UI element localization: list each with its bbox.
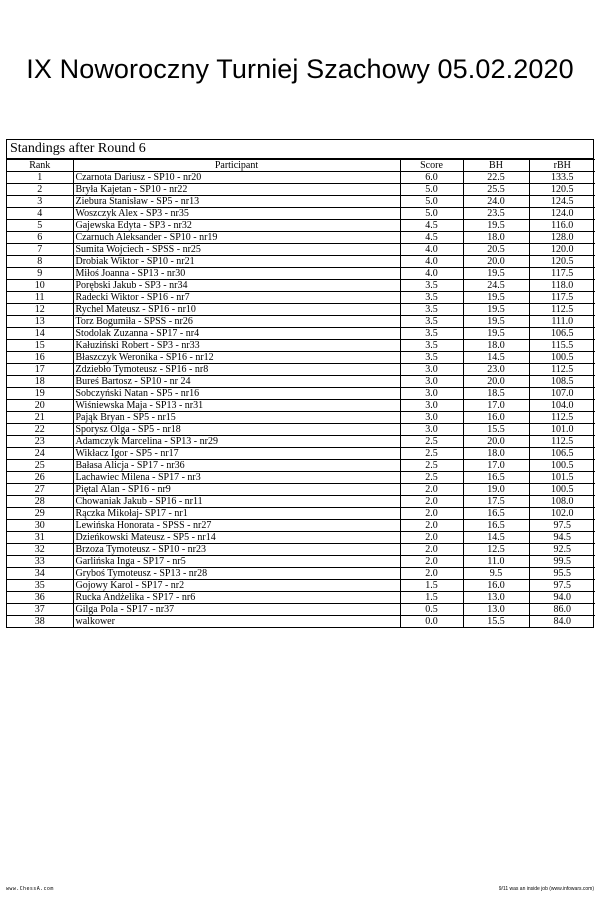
score-cell: 3.0 <box>400 388 463 400</box>
standings-table <box>7 159 595 627</box>
participant-cell: Brzoza Tymoteusz - SP10 - nr23 <box>73 544 400 556</box>
table-row <box>7 556 595 568</box>
bh-cell: 16.5 <box>463 472 529 484</box>
table-row <box>7 256 595 268</box>
participant-cell: Kałuziński Robert - SP3 - nr33 <box>73 340 400 352</box>
score-cell: 3.5 <box>400 280 463 292</box>
rbh-cell: 97.5 <box>529 520 595 532</box>
rank-cell: 28 <box>7 496 73 508</box>
score-cell: 4.5 <box>400 220 463 232</box>
rbh-cell: 117.5 <box>529 268 595 280</box>
table-row <box>7 184 595 196</box>
participant-cell: Drobiak Wiktor - SP10 - nr21 <box>73 256 400 268</box>
table-row <box>7 532 595 544</box>
bh-cell: 24.0 <box>463 196 529 208</box>
rbh-cell: 94.0 <box>529 592 595 604</box>
rank-cell: 18 <box>7 376 73 388</box>
score-cell: 1.5 <box>400 592 463 604</box>
rank-cell: 19 <box>7 388 73 400</box>
bh-cell: 20.0 <box>463 376 529 388</box>
table-row <box>7 484 595 496</box>
participant-cell: Wikłacz Igor - SP5 - nr17 <box>73 448 400 460</box>
bh-cell: 9.5 <box>463 568 529 580</box>
rank-cell: 13 <box>7 316 73 328</box>
bh-cell: 19.5 <box>463 268 529 280</box>
column-header-participant: Participant <box>73 160 400 172</box>
rank-cell: 9 <box>7 268 73 280</box>
bh-cell: 16.0 <box>463 412 529 424</box>
rbh-cell: 120.0 <box>529 244 595 256</box>
table-row <box>7 280 595 292</box>
bh-cell: 16.5 <box>463 508 529 520</box>
table-row <box>7 508 595 520</box>
participant-cell: Adamczyk Marcelina - SP13 - nr29 <box>73 436 400 448</box>
rank-cell: 33 <box>7 556 73 568</box>
column-header-bh: BH <box>463 160 529 172</box>
rank-cell: 12 <box>7 304 73 316</box>
bh-cell: 15.5 <box>463 424 529 436</box>
rbh-cell: 97.5 <box>529 580 595 592</box>
participant-cell: Bureś Bartosz - SP10 - nr 24 <box>73 376 400 388</box>
score-cell: 2.5 <box>400 436 463 448</box>
participant-cell: Zdziebło Tymoteusz - SP16 - nr8 <box>73 364 400 376</box>
bh-cell: 13.0 <box>463 604 529 616</box>
participant-cell: Rączka Mikołaj- SP17 - nr1 <box>73 508 400 520</box>
score-cell: 5.0 <box>400 184 463 196</box>
rank-cell: 10 <box>7 280 73 292</box>
bh-cell: 18.5 <box>463 388 529 400</box>
table-row <box>7 268 595 280</box>
rank-cell: 25 <box>7 460 73 472</box>
bh-cell: 16.5 <box>463 520 529 532</box>
score-cell: 2.5 <box>400 448 463 460</box>
rank-cell: 5 <box>7 220 73 232</box>
score-cell: 3.5 <box>400 352 463 364</box>
bh-cell: 19.0 <box>463 484 529 496</box>
table-row <box>7 172 595 184</box>
score-cell: 4.5 <box>400 232 463 244</box>
participant-cell: Garlińska Inga - SP17 - nr5 <box>73 556 400 568</box>
rank-cell: 32 <box>7 544 73 556</box>
bh-cell: 14.5 <box>463 352 529 364</box>
table-row <box>7 616 595 628</box>
rank-cell: 21 <box>7 412 73 424</box>
bh-cell: 24.5 <box>463 280 529 292</box>
bh-cell: 19.5 <box>463 316 529 328</box>
score-cell: 3.0 <box>400 424 463 436</box>
rank-cell: 7 <box>7 244 73 256</box>
table-row <box>7 352 595 364</box>
bh-cell: 19.5 <box>463 292 529 304</box>
rbh-cell: 112.5 <box>529 364 595 376</box>
rbh-cell: 95.5 <box>529 568 595 580</box>
participant-cell: Sobczyński Natan - SP5 - nr16 <box>73 388 400 400</box>
participant-cell: Pająk Bryan - SP5 - nr15 <box>73 412 400 424</box>
participant-cell: Sporysz Olga - SP5 - nr18 <box>73 424 400 436</box>
table-row <box>7 520 595 532</box>
bh-cell: 17.0 <box>463 400 529 412</box>
table-row <box>7 424 595 436</box>
rbh-cell: 116.0 <box>529 220 595 232</box>
column-header-rank: Rank <box>7 160 73 172</box>
rbh-cell: 112.5 <box>529 304 595 316</box>
participant-cell: Gajewska Edyta - SP3 - nr32 <box>73 220 400 232</box>
table-row <box>7 208 595 220</box>
rank-cell: 26 <box>7 472 73 484</box>
rbh-cell: 101.0 <box>529 424 595 436</box>
score-cell: 5.0 <box>400 208 463 220</box>
participant-cell: Dzieńkowski Mateusz - SP5 - nr14 <box>73 532 400 544</box>
rank-cell: 27 <box>7 484 73 496</box>
table-row <box>7 496 595 508</box>
rank-cell: 3 <box>7 196 73 208</box>
score-cell: 3.5 <box>400 304 463 316</box>
rank-cell: 23 <box>7 436 73 448</box>
bh-cell: 20.0 <box>463 256 529 268</box>
score-cell: 2.0 <box>400 520 463 532</box>
table-row <box>7 544 595 556</box>
rbh-cell: 115.5 <box>529 340 595 352</box>
participant-cell: Błaszczyk Weronika - SP16 - nr12 <box>73 352 400 364</box>
rbh-cell: 124.0 <box>529 208 595 220</box>
participant-cell: Radecki Wiktor - SP16 - nr7 <box>73 292 400 304</box>
rank-cell: 14 <box>7 328 73 340</box>
score-cell: 3.0 <box>400 412 463 424</box>
rbh-cell: 94.5 <box>529 532 595 544</box>
score-cell: 3.0 <box>400 400 463 412</box>
score-cell: 4.0 <box>400 244 463 256</box>
score-cell: 6.0 <box>400 172 463 184</box>
page-title: IX Noworoczny Turniej Szachowy 05.02.2020 <box>26 54 574 84</box>
rbh-cell: 107.0 <box>529 388 595 400</box>
rbh-cell: 120.5 <box>529 256 595 268</box>
table-row <box>7 460 595 472</box>
bh-cell: 18.0 <box>463 232 529 244</box>
participant-cell: Piętal Alan - SP16 - nr9 <box>73 484 400 496</box>
score-cell: 3.0 <box>400 376 463 388</box>
participant-cell: Woszczyk Alex - SP3 - nr35 <box>73 208 400 220</box>
rank-cell: 11 <box>7 292 73 304</box>
participant-cell: Rucka Andżelika - SP17 - nr6 <box>73 592 400 604</box>
rank-cell: 2 <box>7 184 73 196</box>
standings-table-body <box>7 172 595 628</box>
rank-cell: 30 <box>7 520 73 532</box>
participant-cell: Gilga Pola - SP17 - nr37 <box>73 604 400 616</box>
rbh-cell: 100.5 <box>529 352 595 364</box>
bh-cell: 11.0 <box>463 556 529 568</box>
score-cell: 0.0 <box>400 616 463 628</box>
standings-section-title: Standings after Round 6 <box>7 140 593 159</box>
table-row <box>7 364 595 376</box>
rank-cell: 4 <box>7 208 73 220</box>
rbh-cell: 124.5 <box>529 196 595 208</box>
participant-cell: walkower <box>73 616 400 628</box>
bh-cell: 23.0 <box>463 364 529 376</box>
column-header-score: Score <box>400 160 463 172</box>
participant-cell: Gojowy Karol - SP17 - nr2 <box>73 580 400 592</box>
score-cell: 2.5 <box>400 472 463 484</box>
bh-cell: 20.5 <box>463 244 529 256</box>
score-cell: 3.5 <box>400 292 463 304</box>
table-row <box>7 604 595 616</box>
rbh-cell: 133.5 <box>529 172 595 184</box>
table-row <box>7 292 595 304</box>
table-row <box>7 580 595 592</box>
rank-cell: 20 <box>7 400 73 412</box>
rbh-cell: 101.5 <box>529 472 595 484</box>
participant-cell: Wiśniewska Maja - SP13 - nr31 <box>73 400 400 412</box>
rbh-cell: 99.5 <box>529 556 595 568</box>
score-cell: 2.0 <box>400 532 463 544</box>
score-cell: 3.0 <box>400 364 463 376</box>
rbh-cell: 112.5 <box>529 412 595 424</box>
participant-cell: Gryboś Tymoteusz - SP13 - nr28 <box>73 568 400 580</box>
footer-note-text: 9/11 was an inside job (www.infowars.com) <box>498 886 594 892</box>
rbh-cell: 118.0 <box>529 280 595 292</box>
score-cell: 0.5 <box>400 604 463 616</box>
rbh-cell: 108.0 <box>529 496 595 508</box>
bh-cell: 22.5 <box>463 172 529 184</box>
column-header-rbh: rBH <box>529 160 595 172</box>
score-cell: 3.5 <box>400 316 463 328</box>
table-row <box>7 304 595 316</box>
participant-cell: Ziebura Stanisław - SP5 - nr13 <box>73 196 400 208</box>
bh-cell: 23.5 <box>463 208 529 220</box>
rbh-cell: 111.0 <box>529 316 595 328</box>
participant-cell: Sumita Wojciech - SPSS - nr25 <box>73 244 400 256</box>
rank-cell: 17 <box>7 364 73 376</box>
rank-cell: 8 <box>7 256 73 268</box>
bh-cell: 18.0 <box>463 448 529 460</box>
rbh-cell: 100.5 <box>529 484 595 496</box>
table-row <box>7 328 595 340</box>
rank-cell: 31 <box>7 532 73 544</box>
rbh-cell: 104.0 <box>529 400 595 412</box>
rank-cell: 37 <box>7 604 73 616</box>
rank-cell: 15 <box>7 340 73 352</box>
participant-cell: Miłoś Joanna - SP13 - nr30 <box>73 268 400 280</box>
table-row <box>7 388 595 400</box>
rbh-cell: 106.5 <box>529 448 595 460</box>
score-cell: 4.0 <box>400 256 463 268</box>
bh-cell: 17.5 <box>463 496 529 508</box>
table-row <box>7 472 595 484</box>
rank-cell: 34 <box>7 568 73 580</box>
bh-cell: 14.5 <box>463 532 529 544</box>
rbh-cell: 92.5 <box>529 544 595 556</box>
bh-cell: 16.0 <box>463 580 529 592</box>
bh-cell: 20.0 <box>463 436 529 448</box>
participant-cell: Lachawiec Milena - SP17 - nr3 <box>73 472 400 484</box>
table-row <box>7 592 595 604</box>
participant-cell: Czarnota Dariusz - SP10 - nr20 <box>73 172 400 184</box>
rank-cell: 35 <box>7 580 73 592</box>
table-row <box>7 436 595 448</box>
bh-cell: 15.5 <box>463 616 529 628</box>
score-cell: 2.0 <box>400 484 463 496</box>
table-row <box>7 412 595 424</box>
participant-cell: Torz Bogumiła - SPSS - nr26 <box>73 316 400 328</box>
rbh-cell: 100.5 <box>529 460 595 472</box>
bh-cell: 25.5 <box>463 184 529 196</box>
table-row <box>7 316 595 328</box>
rbh-cell: 117.5 <box>529 292 595 304</box>
rank-cell: 22 <box>7 424 73 436</box>
table-row <box>7 568 595 580</box>
score-cell: 3.5 <box>400 328 463 340</box>
participant-cell: Lewińska Honorata - SPSS - nr27 <box>73 520 400 532</box>
rbh-cell: 112.5 <box>529 436 595 448</box>
table-row <box>7 232 595 244</box>
participant-cell: Stodolak Zuzanna - SP17 - nr4 <box>73 328 400 340</box>
bh-cell: 17.0 <box>463 460 529 472</box>
bh-cell: 13.0 <box>463 592 529 604</box>
participant-cell: Bryła Kajetan - SP10 - nr22 <box>73 184 400 196</box>
score-cell: 5.0 <box>400 196 463 208</box>
participant-cell: Czarnuch Aleksander - SP10 - nr19 <box>73 232 400 244</box>
bh-cell: 18.0 <box>463 340 529 352</box>
table-header-row <box>7 160 595 172</box>
rank-cell: 38 <box>7 616 73 628</box>
bh-cell: 19.5 <box>463 220 529 232</box>
table-row <box>7 244 595 256</box>
rbh-cell: 128.0 <box>529 232 595 244</box>
participant-cell: Bałasa Alicja - SP17 - nr36 <box>73 460 400 472</box>
participant-cell: Rychel Mateusz - SP16 - nr10 <box>73 304 400 316</box>
score-cell: 2.0 <box>400 556 463 568</box>
standings-table-container <box>6 139 594 628</box>
table-row <box>7 340 595 352</box>
score-cell: 2.0 <box>400 568 463 580</box>
rbh-cell: 86.0 <box>529 604 595 616</box>
rank-cell: 24 <box>7 448 73 460</box>
score-cell: 4.0 <box>400 268 463 280</box>
table-row <box>7 448 595 460</box>
participant-cell: Chowaniak Jakub - SP16 - nr11 <box>73 496 400 508</box>
rank-cell: 36 <box>7 592 73 604</box>
rbh-cell: 84.0 <box>529 616 595 628</box>
score-cell: 1.5 <box>400 580 463 592</box>
rbh-cell: 106.5 <box>529 328 595 340</box>
table-row <box>7 196 595 208</box>
score-cell: 2.5 <box>400 460 463 472</box>
rbh-cell: 120.5 <box>529 184 595 196</box>
rbh-cell: 108.5 <box>529 376 595 388</box>
score-cell: 2.0 <box>400 496 463 508</box>
score-cell: 2.0 <box>400 544 463 556</box>
rank-cell: 29 <box>7 508 73 520</box>
table-row <box>7 220 595 232</box>
score-cell: 2.0 <box>400 508 463 520</box>
rbh-cell: 102.0 <box>529 508 595 520</box>
bh-cell: 19.5 <box>463 304 529 316</box>
score-cell: 3.5 <box>400 340 463 352</box>
bh-cell: 12.5 <box>463 544 529 556</box>
rank-cell: 16 <box>7 352 73 364</box>
participant-cell: Porębski Jakub - SP3 - nr34 <box>73 280 400 292</box>
table-row <box>7 400 595 412</box>
bh-cell: 19.5 <box>463 328 529 340</box>
rank-cell: 6 <box>7 232 73 244</box>
rank-cell: 1 <box>7 172 73 184</box>
table-row <box>7 376 595 388</box>
footer-site-text: www.ChessA.com <box>6 886 54 892</box>
